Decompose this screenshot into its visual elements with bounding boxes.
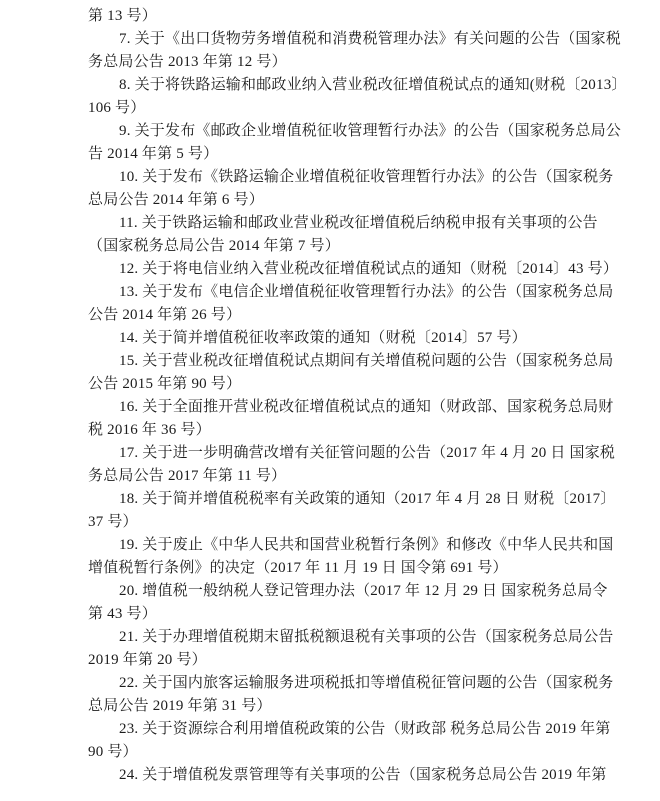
document-line: 总局公告 2014 年第 6 号） [88,192,264,208]
document-line: 总局公告 2019 年第 31 号） [88,698,272,714]
document-line: 务总局公告 2017 年第 11 号） [88,468,287,484]
document-line: 106 号） [88,100,146,116]
document-line: 税 2016 年 36 号） [88,422,211,438]
document-line: 17. 关于进一步明确营改增有关征管问题的公告（2017 年 4 月 20 日 国家税 [119,445,616,461]
document-line: 24. 关于增值税发票管理等有关事项的公告（国家税务总局公告 2019 年第 [119,767,607,783]
document-line: 11. 关于铁路运输和邮政业营业税改征增值税后纳税申报有关事项的公告 [119,215,598,231]
document-line: 37 号） [88,514,138,530]
document-line: 14. 关于简并增值税征收率政策的通知（财税〔2014〕57 号） [119,330,527,346]
document-line: 务总局公告 2013 年第 12 号） [88,54,287,70]
document-line: 公告 2015 年第 90 号） [88,376,242,392]
document-line: 16. 关于全面推开营业税改征增值税试点的通知（财政部、国家税务总局财 [119,399,614,415]
document-line: 公告 2014 年第 26 号） [88,307,242,323]
document-line: 19. 关于废止《中华人民共和国营业税暂行条例》和修改《中华人民共和国 [119,537,614,553]
document-line: 增值税暂行条例》的决定（2017 年 11 月 19 日 国令第 691 号） [88,560,508,576]
document-line: 第 43 号） [88,606,157,622]
document-line: 2019 年第 20 号） [88,652,207,668]
document-line: 12. 关于将电信业纳入营业税改征增值税试点的通知（财税〔2014〕43 号） [119,261,619,277]
document-line: 15. 关于营业税改征增值税试点期间有关增值税问题的公告（国家税务总局 [119,353,614,369]
document-line: 10. 关于发布《铁路运输企业增值税征收管理暂行办法》的公告（国家税务 [119,169,614,185]
document-line: 90 号） [88,744,138,760]
document-line: （国家税务总局公告 2014 年第 7 号） [88,238,340,254]
document-line: 9. 关于发布《邮政企业增值税征收管理暂行办法》的公告（国家税务总局公 [119,123,622,139]
document-line: 22. 关于国内旅客运输服务进项税抵扣等增值税征管问题的公告（国家税务 [119,675,614,691]
document-line: 告 2014 年第 5 号） [88,146,219,162]
document-line: 13. 关于发布《电信企业增值税征收管理暂行办法》的公告（国家税务总局 [119,284,614,300]
document-line: 8. 关于将铁路运输和邮政业纳入营业税改征增值税试点的通知(财税〔2013〕 [119,77,627,93]
document-line: 18. 关于简并增值税税率有关政策的通知（2017 年 4 月 28 日 财税〔2017〕 [119,491,616,507]
document-line: 第 13 号） [88,8,157,24]
document-line: 21. 关于办理增值税期末留抵税额退税有关事项的公告（国家税务总局公告 [119,629,614,645]
document-line: 7. 关于《出口货物劳务增值税和消费税管理办法》有关问题的公告（国家税 [119,31,622,47]
document-line: 23. 关于资源综合利用增值税政策的公告（财政部 税务总局公告 2019 年第 [119,721,611,737]
document-line: 20. 增值税一般纳税人登记管理办法（2017 年 12 月 29 日 国家税务总局令 [119,583,608,599]
document-lines [88,5,627,787]
